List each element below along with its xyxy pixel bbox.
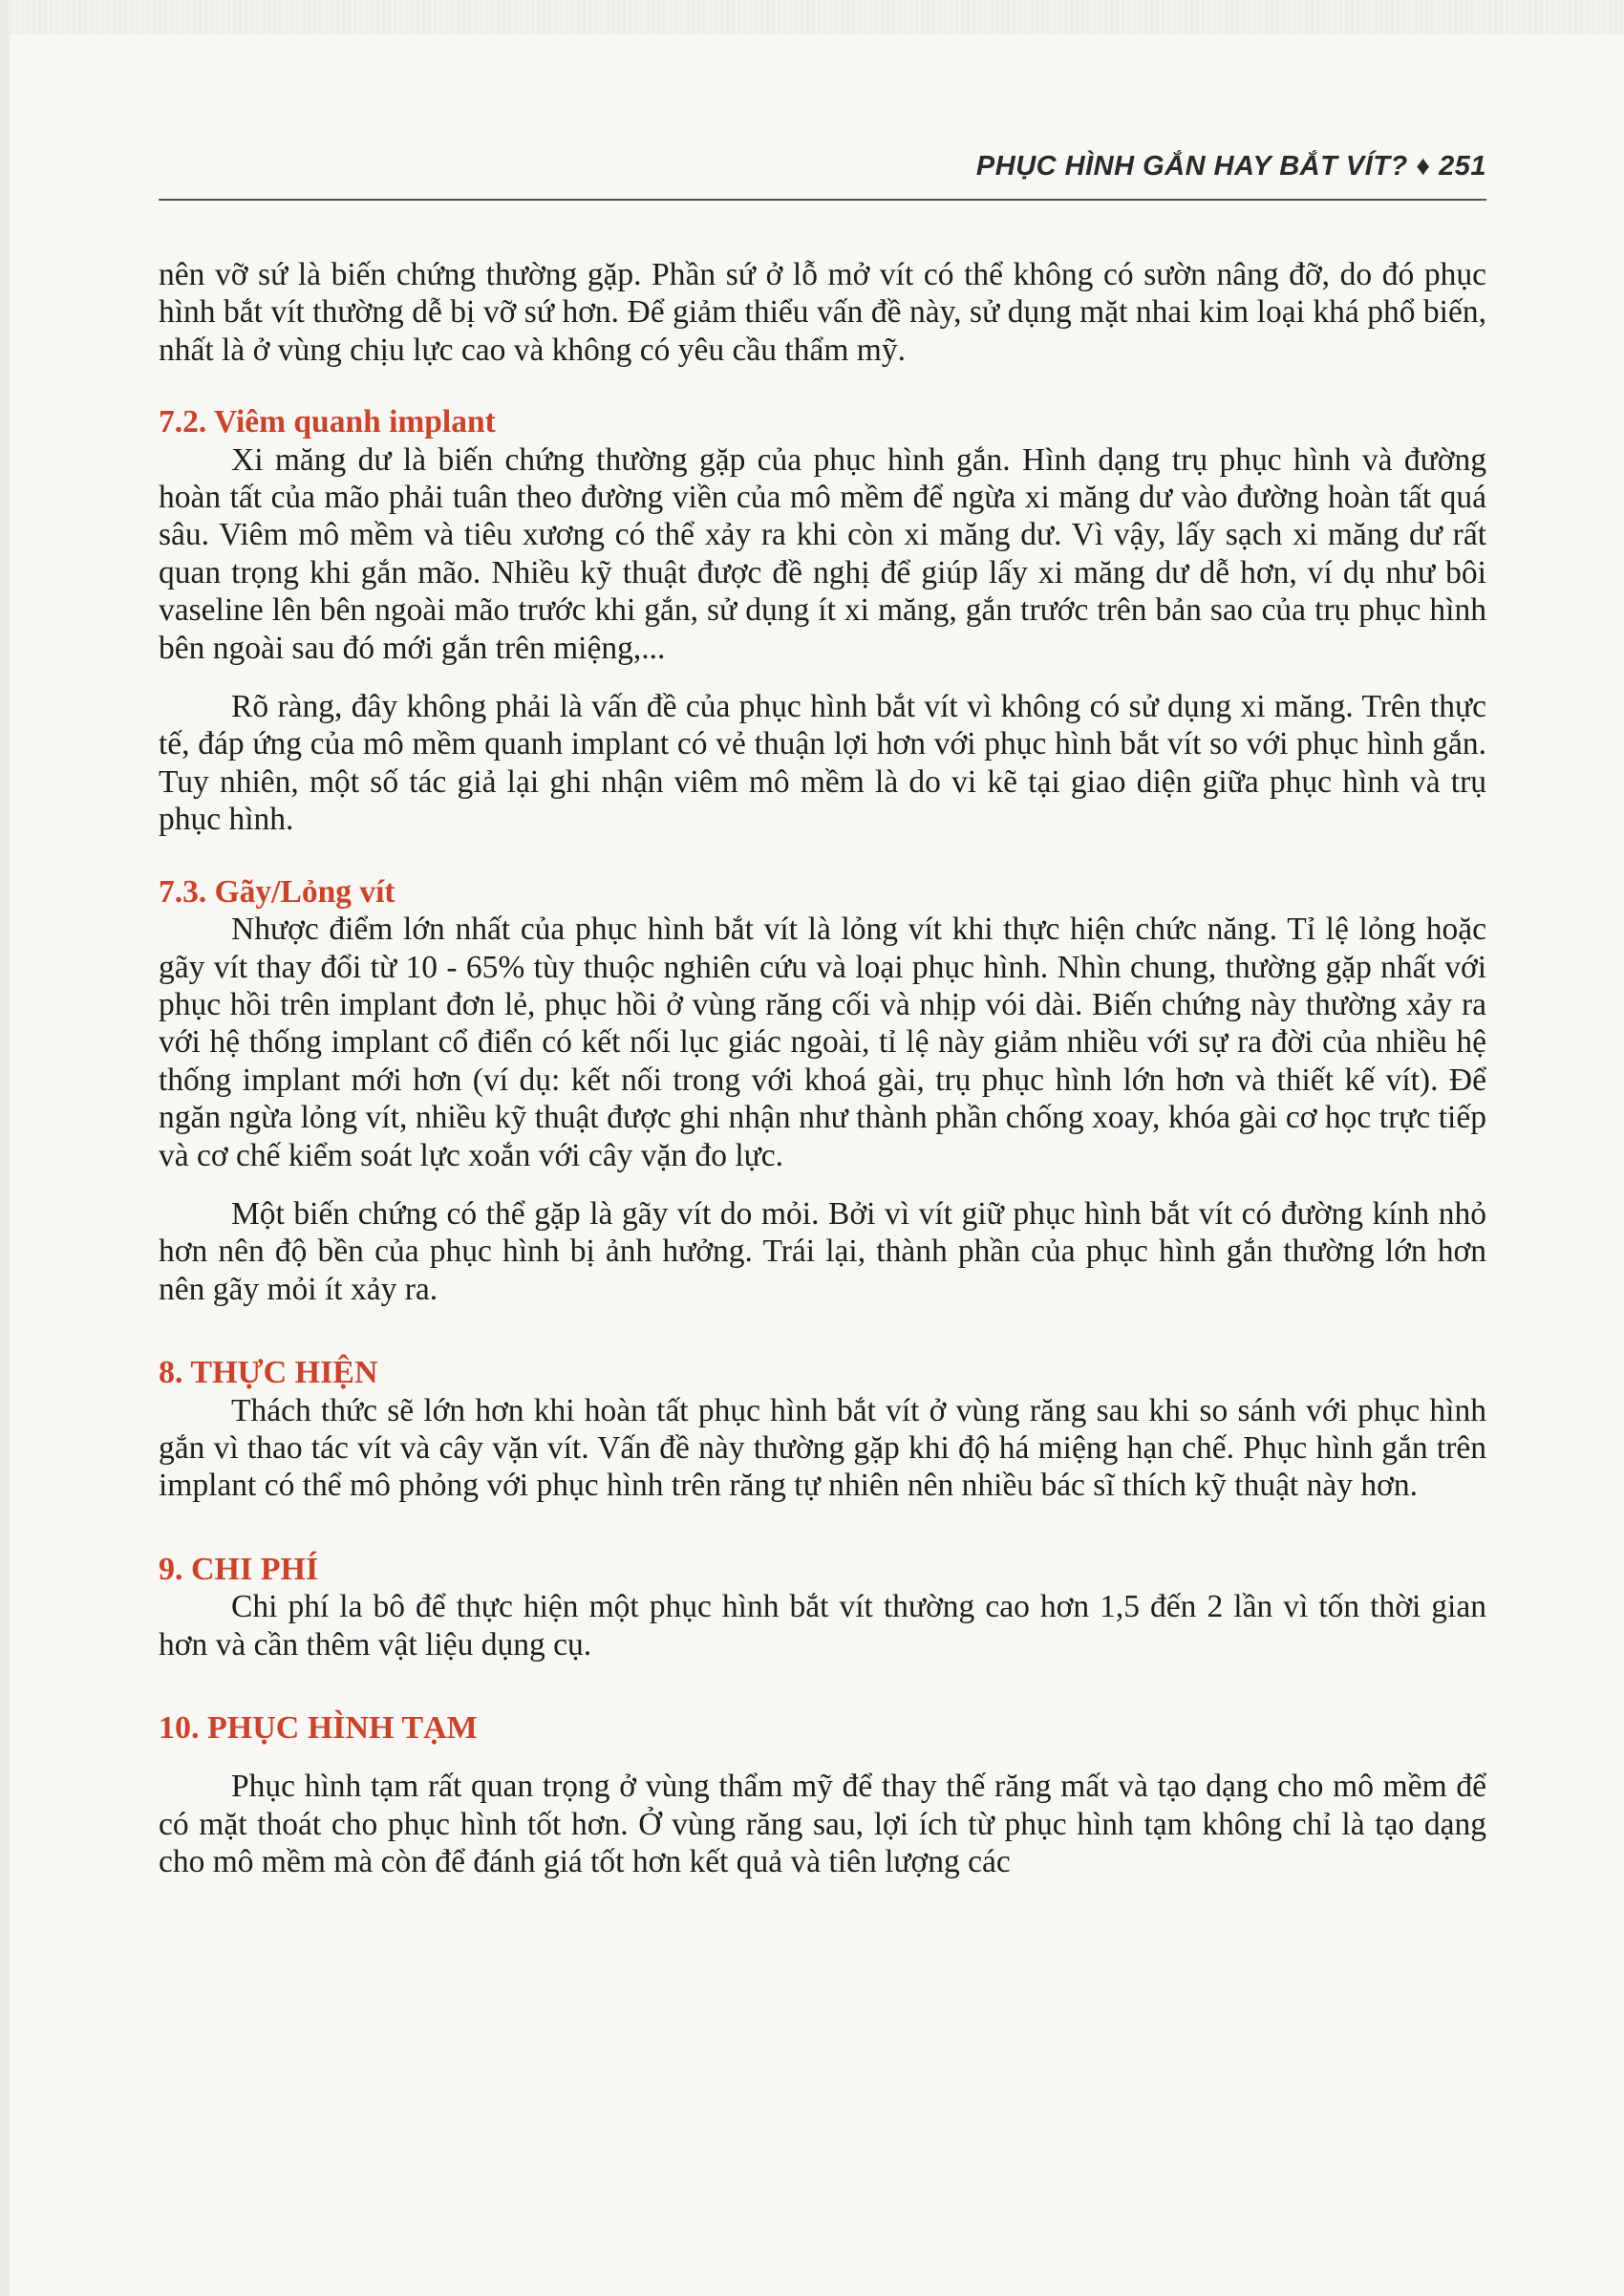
page-header xyxy=(159,151,1486,199)
header-rule xyxy=(159,199,1486,201)
heading-8: 8. THỰC HIỆN xyxy=(159,1355,378,1391)
heading-10: 10. PHỤC HÌNH TẠM xyxy=(159,1710,478,1746)
page-body xyxy=(159,256,1486,1881)
scan-edge-top xyxy=(0,0,1624,34)
paragraph-7-2-b: Rõ ràng, đây không phải là vấn đề của phục hình bắt vít vì không có sử dụng xi măng. Trên thực tế, đáp ứng của mô mềm quanh implant có vẻ thuận lợi hơn với phục hình bắt vít so với phục hình gắn. Tuy nhiên, một số tác giả lại ghi nhận viêm mô mềm là do vi kẽ tại giao diện giữa phục hình và trụ phục hình. xyxy=(159,689,1486,838)
paragraph-7-3-b: Một biến chứng có thể gặp là gãy vít do mỏi. Bởi vì vít giữ phục hình bắt vít có đường kính nhỏ hơn nên độ bền của phục hình bị ảnh hưởng. Trái lại, thành phần của phục hình gắn thường lớn hơn nên gãy mỏi ít xảy ra. xyxy=(159,1195,1486,1307)
heading-9: 9. CHI PHÍ xyxy=(159,1551,319,1587)
paragraph-intro: nên vỡ sứ là biến chứng thường gặp. Phần sứ ở lỗ mở vít có thể không có sườn nâng đỡ, do đó phục hình bắt vít thường dễ bị vỡ sứ hơn. Để giảm thiểu vấn đề này, sử dụng mặt nhai kim loại khá phổ biến, nhất là ở vùng chịu lực cao và không có yêu cầu thẩm mỹ. xyxy=(159,257,1486,368)
heading-7-2: 7.2. Viêm quanh implant xyxy=(159,404,496,440)
paragraph-9: Chi phí la bô để thực hiện một phục hình bắt vít thường cao hơn 1,5 đến 2 lần vì tốn thời gian hơn và cần thêm vật liệu dụng cụ. xyxy=(159,1589,1486,1663)
heading-7-3: 7.3. Gãy/Lỏng vít xyxy=(159,873,395,910)
scan-edge-left xyxy=(0,0,10,2296)
paragraph-7-2-a: Xi măng dư là biến chứng thường gặp của phục hình gắn. Hình dạng trụ phục hình và đường hoàn tất của mão phải tuân theo đường viền của mô mềm để ngừa xi măng dư vào đường hoàn tất quá sâu. Viêm mô mềm và tiêu xương có thể xảy ra khi còn xi măng dư. Vì vậy, lấy sạch xi măng dư rất quan trọng khi gắn mão. Nhiều kỹ thuật được đề nghị để giúp lấy xi măng dư dễ hơn, ví dụ như bôi vaseline lên bên ngoài mão trước khi gắn, sử dụng ít xi măng, gắn trước trên bản sao của trụ phục hình bên ngoài sau đó mới gắn trên miệng,... xyxy=(159,441,1486,666)
paragraph-7-3-a: Nhược điểm lớn nhất của phục hình bắt vít là lỏng vít khi thực hiện chức năng. Tỉ lệ lỏng hoặc gãy vít thay đổi từ 10 - 65% tùy thuộc nghiên cứu và loại phục hình. Nhìn chung, thường gặp nhất với phục hồi trên implant đơn lẻ, phục hồi ở vùng răng cối và nhịp vói dài. Biến chứng này thường xảy ra với hệ thống implant cổ điển có kết nối lục giác ngoài, tỉ lệ này giảm nhiều với sự ra đời của nhiều hệ thống implant mới hơn (ví dụ: kết nối trong với khoá gài, trụ phục hình lớn hơn và thiết kế vít). Để ngăn ngừa lỏng vít, nhiều kỹ thuật được ghi nhận như thành phần chống xoay, khóa gài cơ học trực tiếp và cơ chế kiểm soát lực xoắn với cây vặn đo lực. xyxy=(159,912,1486,1173)
paragraph-8: Thách thức sẽ lớn hơn khi hoàn tất phục hình bắt vít ở vùng răng sau khi so sánh với phục hình gắn vì thao tác vít và cây vặn vít. Vấn đề này thường gặp khi độ há miệng hạn chế. Phục hình gắn trên implant có thể mô phỏng với phục hình trên răng tự nhiên nên nhiều bác sĩ thích kỹ thuật này hơn. xyxy=(159,1392,1486,1504)
paragraph-10: Phục hình tạm rất quan trọng ở vùng thẩm mỹ để thay thế răng mất và tạo dạng cho mô mềm để có mặt thoát cho phục hình tốt hơn. Ở vùng răng sau, lợi ích từ phục hình tạm không chỉ là tạo dạng cho mô mềm mà còn để đánh giá tốt hơn kết quả và tiên lượng các xyxy=(159,1769,1486,1880)
running-title: PHỤC HÌNH GẮN HAY BẮT VÍT? ♦ 251 xyxy=(975,151,1486,182)
